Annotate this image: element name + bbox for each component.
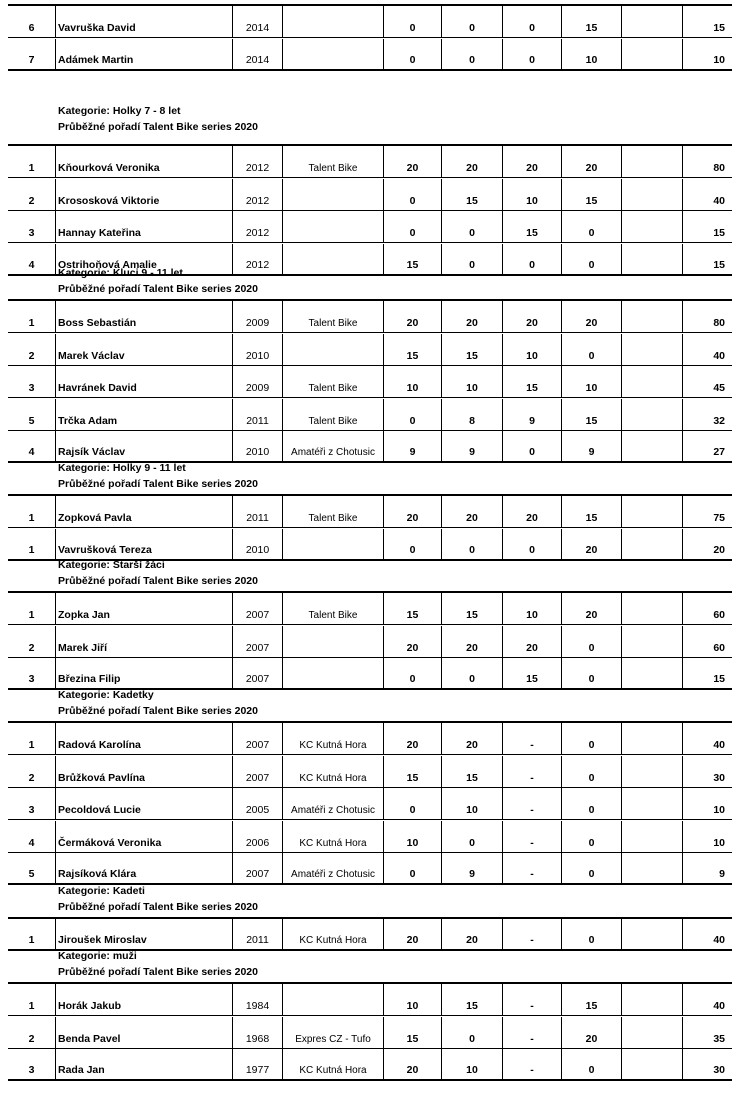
round3-points-cell: 15 [502,366,561,397]
round2-points-cell: 0 [441,529,502,559]
round2-points-cell: 9 [441,853,502,883]
category-heading: Kategorie: muži [58,950,137,962]
year-cell: 2012 [232,179,282,210]
table-row [8,723,732,755]
table-row [8,39,732,71]
name-cell: Adámek Martin [55,39,232,69]
year-cell: 2010 [232,529,282,559]
series-subtitle: Průběžné pořadí Talent Bike series 2020 [58,705,258,717]
round2-points-cell: 20 [441,301,502,332]
category-heading: Kategorie: Kluci 9 - 11 let [58,267,183,279]
round4-points-cell: 15 [561,179,621,210]
round5-points-cell [621,211,682,242]
table-row [8,853,732,885]
year-cell: 2007 [232,756,282,787]
team-cell [282,626,383,657]
team-cell: Amatéři z Chotusic [282,431,383,461]
round5-points-cell [621,788,682,819]
year-cell: 2010 [232,431,282,461]
round1-points-cell: 20 [383,919,441,949]
round5-points-cell [621,179,682,210]
rank-cell: 4 [28,446,35,458]
round1-points-cell: 0 [383,6,441,37]
table-row [8,919,732,951]
total-points-cell: 10 [682,821,732,852]
name-cell: Zopka Jan [55,593,232,624]
round4-points-cell: 0 [561,211,621,242]
round3-points-cell: 20 [502,146,561,177]
round2-points-cell: 20 [441,723,502,754]
round4-points-cell: 15 [561,496,621,527]
category-heading: Kategorie: Holky 7 - 8 let [58,105,181,117]
round1-points-cell: 0 [383,399,441,430]
year-cell: 2009 [232,301,282,332]
round2-points-cell: 20 [441,919,502,949]
round5-points-cell [621,366,682,397]
team-cell [282,334,383,365]
round4-points-cell: 20 [561,593,621,624]
round5-points-cell [621,146,682,177]
round5-points-cell [621,723,682,754]
round2-points-cell: 10 [441,1049,502,1079]
round4-points-cell: 9 [561,431,621,461]
team-cell: KC Kutná Hora [282,756,383,787]
round5-points-cell [621,39,682,69]
round4-points-cell: 20 [561,146,621,177]
round1-points-cell: 15 [383,1017,441,1048]
round5-points-cell [621,1017,682,1048]
round2-points-cell: 15 [441,984,502,1015]
year-cell: 2006 [232,821,282,852]
name-cell: Benda Pavel [55,1017,232,1048]
total-points-cell: 15 [682,6,732,37]
total-points-cell: 9 [682,853,732,883]
round1-points-cell: 20 [383,723,441,754]
name-cell: Vavrušková Tereza [55,529,232,559]
round5-points-cell [621,626,682,657]
table-row [8,1049,732,1081]
total-points-cell: 32 [682,399,732,430]
rank-cell: 1 [28,543,35,556]
round1-points-cell: 20 [383,146,441,177]
rank-cell: 2 [28,641,35,654]
total-points-cell: 15 [682,211,732,242]
total-points-cell: 35 [682,1017,732,1048]
series-subtitle: Průběžné pořadí Talent Bike series 2020 [58,966,258,978]
round3-points-cell: 10 [502,334,561,365]
team-cell: Talent Bike [282,301,383,332]
total-points-cell: 40 [682,984,732,1015]
name-cell: Kňourková Veronika [55,146,232,177]
round5-points-cell [621,244,682,274]
team-cell [282,179,383,210]
round1-points-cell: 20 [383,496,441,527]
name-cell: Hannay Kateřina [55,211,232,242]
team-cell: Talent Bike [282,496,383,527]
name-cell: Rajsík Václav [55,431,232,461]
round3-points-cell: - [502,788,561,819]
round2-points-cell: 0 [441,6,502,37]
rank-cell: 2 [28,1032,35,1045]
round4-points-cell: 0 [561,244,621,274]
round5-points-cell [621,821,682,852]
name-cell: Brůžková Pavlína [55,756,232,787]
round2-points-cell: 0 [441,658,502,688]
year-cell: 2012 [232,244,282,274]
round2-points-cell: 0 [441,39,502,69]
rank-cell: 2 [28,194,35,207]
round2-points-cell: 10 [441,788,502,819]
rank-cell: 1 [28,609,35,621]
round5-points-cell [621,529,682,559]
round4-points-cell: 0 [561,658,621,688]
table-row [8,984,732,1016]
round1-points-cell: 10 [383,821,441,852]
round5-points-cell [621,399,682,430]
round2-points-cell: 15 [441,756,502,787]
round4-points-cell: 20 [561,301,621,332]
round5-points-cell [621,6,682,37]
year-cell: 2011 [232,919,282,949]
total-points-cell: 75 [682,496,732,527]
table-row [8,334,732,366]
round3-points-cell: - [502,1017,561,1048]
round4-points-cell: 15 [561,399,621,430]
round3-points-cell: - [502,723,561,754]
name-cell: Trčka Adam [55,399,232,430]
round3-points-cell: - [502,984,561,1015]
total-points-cell: 40 [682,179,732,210]
round1-points-cell: 15 [383,756,441,787]
round2-points-cell: 0 [441,211,502,242]
team-cell: KC Kutná Hora [282,1049,383,1079]
table-row [8,821,732,853]
round3-points-cell: 0 [502,529,561,559]
round3-points-cell: 20 [502,301,561,332]
round3-points-cell: - [502,756,561,787]
round5-points-cell [621,593,682,624]
year-cell: 2007 [232,658,282,688]
year-cell: 2014 [232,6,282,37]
year-cell: 2007 [232,593,282,624]
category-heading: Kategorie: Kadeti [58,885,145,897]
round3-points-cell: 0 [502,244,561,274]
category-heading: Kategorie: Kadetky [58,689,154,701]
round3-points-cell: 0 [502,39,561,69]
round2-points-cell: 20 [441,626,502,657]
round3-points-cell: - [502,821,561,852]
round2-points-cell: 8 [441,399,502,430]
team-cell [282,529,383,559]
team-cell [282,244,383,274]
round2-points-cell: 9 [441,431,502,461]
table-row [8,431,732,463]
rank-cell: 1 [28,512,35,524]
round1-points-cell: 15 [383,244,441,274]
round2-points-cell: 20 [441,496,502,527]
round5-points-cell [621,984,682,1015]
table-row [8,211,732,243]
table-row [8,366,732,398]
total-points-cell: 40 [682,723,732,754]
table-row [8,529,732,561]
series-subtitle: Průběžné pořadí Talent Bike series 2020 [58,283,258,295]
total-points-cell: 15 [682,244,732,274]
team-cell: Talent Bike [282,399,383,430]
year-cell: 2010 [232,334,282,365]
year-cell: 2012 [232,211,282,242]
round5-points-cell [621,756,682,787]
name-cell: Ostrihoňová Amalie [55,244,232,274]
round4-points-cell: 15 [561,984,621,1015]
round5-points-cell [621,919,682,949]
round3-points-cell: 9 [502,399,561,430]
round4-points-cell: 15 [561,6,621,37]
round5-points-cell [621,853,682,883]
round2-points-cell: 15 [441,334,502,365]
round1-points-cell: 10 [383,984,441,1015]
round4-points-cell: 20 [561,529,621,559]
team-cell: Talent Bike [282,146,383,177]
round2-points-cell: 20 [441,146,502,177]
team-cell [282,658,383,688]
year-cell: 2014 [232,39,282,69]
round4-points-cell: 0 [561,756,621,787]
round4-points-cell: 0 [561,723,621,754]
total-points-cell: 80 [682,146,732,177]
team-cell: Talent Bike [282,366,383,397]
year-cell: 1968 [232,1017,282,1048]
round4-points-cell: 0 [561,919,621,949]
round5-points-cell [621,658,682,688]
total-points-cell: 40 [682,919,732,949]
round1-points-cell: 20 [383,1049,441,1079]
round4-points-cell: 20 [561,1017,621,1048]
rank-cell: 7 [28,54,35,66]
total-points-cell: 30 [682,1049,732,1079]
round5-points-cell [621,496,682,527]
round5-points-cell [621,301,682,332]
table-row [8,658,732,690]
total-points-cell: 15 [682,658,732,688]
total-points-cell: 40 [682,334,732,365]
name-cell: Havránek David [55,366,232,397]
name-cell: Čermáková Veronika [55,821,232,852]
rank-cell: 3 [28,1064,35,1076]
table-row [8,788,732,820]
year-cell: 2007 [232,723,282,754]
name-cell: Zopková Pavla [55,496,232,527]
round4-points-cell: 0 [561,788,621,819]
round2-points-cell: 0 [441,821,502,852]
round4-points-cell: 0 [561,334,621,365]
rank-cell: 3 [28,382,35,394]
team-cell: KC Kutná Hora [282,919,383,949]
rank-cell: 1 [28,934,35,946]
round3-points-cell: - [502,919,561,949]
year-cell: 1984 [232,984,282,1015]
year-cell: 2005 [232,788,282,819]
rank-cell: 6 [28,22,35,34]
round5-points-cell [621,431,682,461]
round3-points-cell: 0 [502,431,561,461]
year-cell: 2009 [232,366,282,397]
round4-points-cell: 0 [561,626,621,657]
round4-points-cell: 0 [561,853,621,883]
series-subtitle: Průběžné pořadí Talent Bike series 2020 [58,575,258,587]
total-points-cell: 27 [682,431,732,461]
rank-cell: 1 [28,317,35,329]
round1-points-cell: 0 [383,853,441,883]
series-subtitle: Průběžné pořadí Talent Bike series 2020 [58,478,258,490]
year-cell: 2007 [232,626,282,657]
table-row [8,756,732,788]
round1-points-cell: 0 [383,788,441,819]
series-subtitle: Průběžné pořadí Talent Bike series 2020 [58,121,258,133]
rank-cell: 1 [28,1000,35,1012]
name-cell: Rajsíková Klára [55,853,232,883]
table-row [8,496,732,528]
round3-points-cell: 20 [502,626,561,657]
round3-points-cell: 0 [502,6,561,37]
series-subtitle: Průběžné pořadí Talent Bike series 2020 [58,901,258,913]
round2-points-cell: 15 [441,593,502,624]
round5-points-cell [621,1049,682,1079]
team-cell [282,6,383,37]
total-points-cell: 20 [682,529,732,559]
rank-cell: 3 [28,804,35,816]
team-cell: Expres CZ - Tufo [282,1017,383,1048]
category-heading: Kategorie: Holky 9 - 11 let [58,462,186,474]
table-row [8,301,732,333]
total-points-cell: 10 [682,788,732,819]
name-cell: Marek Václav [55,334,232,365]
category-heading: Kategorie: Starší žáci [58,559,165,571]
year-cell: 2011 [232,399,282,430]
rank-cell: 3 [28,227,35,239]
name-cell: Vavruška David [55,6,232,37]
total-points-cell: 60 [682,626,732,657]
name-cell: Marek Jiří [55,626,232,657]
name-cell: Rada Jan [55,1049,232,1079]
round1-points-cell: 0 [383,179,441,210]
round1-points-cell: 10 [383,366,441,397]
year-cell: 2012 [232,146,282,177]
rank-cell: 5 [28,868,35,880]
team-cell: KC Kutná Hora [282,723,383,754]
name-cell: Radová Karolína [55,723,232,754]
name-cell: Horák Jakub [55,984,232,1015]
total-points-cell: 10 [682,39,732,69]
year-cell: 1977 [232,1049,282,1079]
total-points-cell: 30 [682,756,732,787]
team-cell: Amatéři z Chotusic [282,788,383,819]
round2-points-cell: 10 [441,366,502,397]
round1-points-cell: 20 [383,301,441,332]
name-cell: Březina Filip [55,658,232,688]
team-cell: Talent Bike [282,593,383,624]
table-row [8,6,732,38]
table-row [8,399,732,431]
table-row [8,146,732,178]
total-points-cell: 60 [682,593,732,624]
name-cell: Krososková Viktorie [55,179,232,210]
table-row [8,1017,732,1049]
round3-points-cell: 15 [502,658,561,688]
name-cell: Boss Sebastián [55,301,232,332]
rank-cell: 4 [28,836,35,849]
team-cell [282,39,383,69]
name-cell: Jiroušek Miroslav [55,919,232,949]
round3-points-cell: - [502,1049,561,1079]
round3-points-cell: - [502,853,561,883]
team-cell [282,984,383,1015]
round1-points-cell: 15 [383,334,441,365]
round3-points-cell: 15 [502,211,561,242]
round4-points-cell: 10 [561,366,621,397]
round3-points-cell: 10 [502,179,561,210]
round1-points-cell: 9 [383,431,441,461]
total-points-cell: 80 [682,301,732,332]
total-points-cell: 45 [682,366,732,397]
round2-points-cell: 15 [441,179,502,210]
rank-cell: 1 [28,739,35,751]
year-cell: 2011 [232,496,282,527]
round4-points-cell: 10 [561,39,621,69]
round2-points-cell: 0 [441,244,502,274]
table-row [8,179,732,211]
rank-cell: 4 [28,258,35,271]
table-row [8,593,732,625]
team-cell [282,211,383,242]
name-cell: Pecoldová Lucie [55,788,232,819]
round1-points-cell: 0 [383,529,441,559]
round1-points-cell: 0 [383,211,441,242]
round1-points-cell: 0 [383,658,441,688]
round2-points-cell: 0 [441,1017,502,1048]
team-cell: Amatéři z Chotusic [282,853,383,883]
round3-points-cell: 20 [502,496,561,527]
year-cell: 2007 [232,853,282,883]
round4-points-cell: 0 [561,1049,621,1079]
round1-points-cell: 20 [383,626,441,657]
round5-points-cell [621,334,682,365]
rank-cell: 2 [28,771,35,784]
round1-points-cell: 0 [383,39,441,69]
round3-points-cell: 10 [502,593,561,624]
rank-cell: 3 [28,673,35,685]
round4-points-cell: 0 [561,821,621,852]
round1-points-cell: 15 [383,593,441,624]
rank-cell: 1 [28,162,35,174]
team-cell: KC Kutná Hora [282,821,383,852]
rank-cell: 5 [28,414,35,427]
rank-cell: 2 [28,349,35,362]
table-row [8,626,732,658]
